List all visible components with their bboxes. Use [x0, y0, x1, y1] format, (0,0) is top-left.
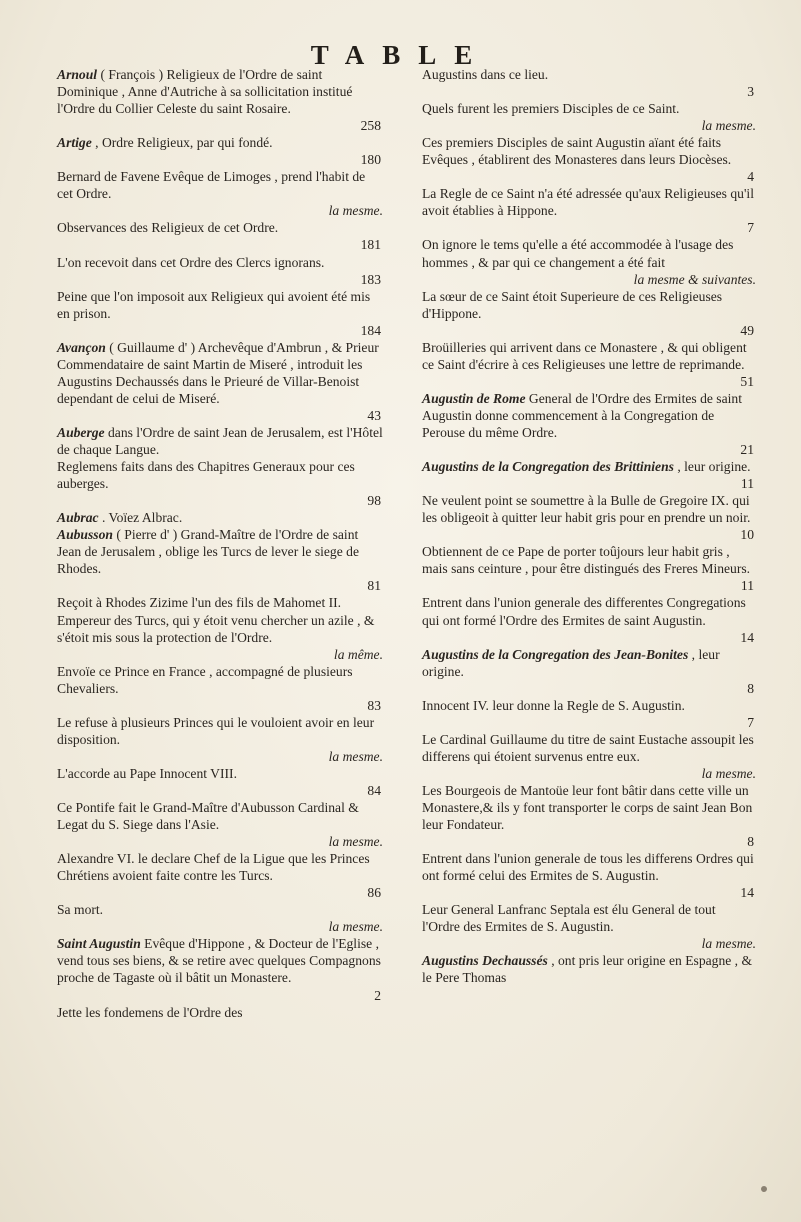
entry-body [422, 100, 756, 117]
entry-page-number: 14 [740, 885, 754, 901]
entry-body [422, 458, 756, 475]
entry-body [422, 646, 756, 680]
entry-text: General de l'Ordre des Ermites de saint Augustin donne commencement à la Congregation de Perouse du même Ordre. [422, 390, 742, 440]
entry-headword: Avançon [57, 339, 106, 355]
entry-text: Entrent dans l'union generale des differentes Congregations qui ont formé l'Ordre des Ermites de saint Augustin. [422, 595, 746, 628]
index-entry [422, 697, 756, 731]
entry-page-number: 181 [360, 237, 381, 253]
entry-text: Peine que l'on imposoit aux Religieux qui avoient été mis en prison. [57, 288, 371, 321]
entry-body [422, 901, 756, 935]
index-entry [422, 901, 756, 952]
entry-cross-reference: la mesme. [701, 118, 756, 134]
entry-text: ( François ) Religieux de l'Ordre de saint Dominique , Anne d'Autriche à sa sollicitation institué l'Ordre du Collier Celeste du saint Rosaire. [57, 67, 353, 117]
entry-page-number: 184 [360, 322, 381, 338]
index-entry [422, 134, 756, 185]
entry-text: Ce Pontife fait le Grand-Maître d'Aubusson Cardinal & Legat du S. Siege dans l'Asie. [57, 800, 359, 833]
entry-page-number: 84 [367, 782, 381, 798]
entry-text: Ne veulent point se soumettre à la Bulle de Gregoire IX. qui les obligeoit à quitter leur habit gris pour en prendre un noir. [422, 493, 751, 526]
entry-headword: Arnoul [57, 67, 98, 82]
entry-body [422, 594, 756, 628]
entry-page-number: 51 [740, 373, 754, 389]
entry-body [57, 765, 383, 782]
entry-text: . Voïez Albrac. [101, 510, 183, 526]
index-entry [57, 66, 383, 134]
entry-cross-reference: la mesme. [328, 919, 383, 935]
entry-body [422, 782, 756, 833]
index-entry [57, 663, 383, 714]
index-entry [422, 782, 756, 850]
index-entry [422, 646, 756, 697]
entry-headword: Augustin de Rome [422, 390, 526, 406]
entry-page-number: 258 [360, 118, 381, 134]
entry-text: Sa mort. [57, 902, 104, 918]
index-entry [57, 509, 383, 526]
entry-headword: Aubusson [57, 527, 113, 543]
entry-text: Augustins dans ce lieu. [422, 67, 549, 82]
index-entry [57, 168, 383, 219]
index-entry [422, 952, 756, 986]
entry-page-number: 11 [740, 578, 754, 594]
entry-body [422, 952, 756, 986]
index-entry [57, 901, 383, 935]
entry-headword: Augustins de la Congregation des Brittiniens [422, 459, 674, 475]
index-entry [422, 288, 756, 339]
entry-page-number: 8 [747, 680, 754, 696]
entry-body [57, 935, 383, 986]
entry-page-number: 7 [747, 220, 754, 236]
index-entry [422, 339, 756, 390]
entry-body [422, 390, 756, 441]
entry-body [57, 134, 383, 151]
index-entry [422, 185, 756, 236]
index-entry [57, 765, 383, 799]
entry-body [422, 66, 756, 83]
entry-cross-reference: la mesme & suivantes. [633, 271, 756, 287]
entry-page-number: 3 [747, 84, 754, 100]
entry-page-number: 81 [367, 578, 381, 594]
entry-headword: Auberge [57, 424, 105, 440]
entry-text: Entrent dans l'union generale de tous les differens Ordres qui ont formé celui des Ermites de S. Augustin. [422, 851, 754, 884]
running-head: TABLE [310, 40, 491, 70]
entry-body [57, 254, 383, 271]
entry-cross-reference: la mesme. [701, 936, 756, 952]
entry-page-number: 10 [740, 527, 754, 543]
right-column [422, 66, 756, 987]
entry-body [422, 492, 756, 526]
index-entry [57, 714, 383, 765]
entry-body [57, 219, 383, 236]
entry-text: On ignore le tems qu'elle a été accommodée à l'usage des hommes , & par qui ce changement a été fait [422, 237, 734, 270]
index-entry [57, 458, 383, 509]
entry-page-number: 11 [740, 476, 754, 492]
entry-body [57, 714, 383, 748]
entry-body [422, 850, 756, 884]
entry-cross-reference: la mesme. [328, 834, 383, 850]
entry-page-number: 2 [374, 987, 381, 1003]
index-entry [57, 424, 383, 458]
entry-text: , Ordre Religieux, par qui fondé. [95, 135, 273, 151]
entry-page-number: 83 [367, 697, 381, 713]
entry-text: La sœur de ce Saint étoit Superieure de ces Religieuses d'Hippone. [422, 288, 723, 321]
index-entry [57, 1004, 383, 1021]
entry-body [422, 543, 756, 577]
entry-headword: Saint Augustin [57, 936, 141, 952]
index-entry [422, 850, 756, 901]
entry-body [422, 288, 756, 322]
entry-text: ( Guillaume d' ) Archevêque d'Ambrun , & Prieur Commendataire de saint Martin de Miseré , introduit les Augustins Dechaussés dans le Prieuré de Villar-Benoist dependant de celui de Miseré. [57, 339, 379, 406]
index-entry [422, 66, 756, 100]
entry-page-number: 7 [747, 714, 754, 730]
entry-headword: Augustins Dechaussés [422, 953, 548, 969]
entry-page-number: 49 [740, 322, 754, 338]
entry-body [57, 168, 383, 202]
entry-body [57, 850, 383, 884]
entry-body [57, 458, 383, 492]
entry-text: Leur General Lanfranc Septala est élu General de tout l'Ordre des Ermites de S. Augustin. [422, 902, 716, 935]
entry-headword: Augustins de la Congregation des Jean-Bonites [422, 646, 689, 662]
entry-cross-reference: la mesme. [701, 765, 756, 781]
entry-page-number: 4 [747, 169, 754, 185]
entry-body [422, 236, 756, 270]
index-entry [57, 219, 383, 253]
entry-body [422, 697, 756, 714]
entry-headword: Aubrac [57, 510, 99, 526]
entry-text: L'accorde au Pape Innocent VIII. [57, 765, 237, 781]
entry-text: Jette les fondemens de l'Ordre des [57, 1004, 243, 1020]
index-entry [57, 799, 383, 850]
entry-body [57, 424, 383, 458]
ink-stain [761, 1186, 767, 1192]
entry-text: Le refuse à plusieurs Princes qui le vouloient avoir en leur disposition. [57, 714, 375, 747]
entry-headword: Artige [57, 135, 92, 151]
entry-text: Le Cardinal Guillaume du titre de saint Eustache assoupit les differens qui étoient survenus entre eux. [422, 731, 754, 764]
entry-text: Obtiennent de ce Pape de porter toûjours leur habit gris , mais sans ceinture , pour être distingués des Freres Mineurs. [422, 544, 751, 577]
entry-body [422, 134, 756, 168]
index-entry [57, 526, 383, 594]
index-entry [57, 254, 383, 288]
index-entry [57, 850, 383, 901]
entry-text: , leur origine. [677, 459, 751, 475]
entry-text: Ces premiers Disciples de saint Augustin aïant été faits Evêques , établirent des Monasteres dans leurs Diocèses. [422, 135, 732, 168]
entry-body [57, 66, 383, 117]
index-entry [422, 543, 756, 594]
entry-text: Les Bourgeois de Mantoüe leur font bâtir dans cette ville un Monastere,& ils y font transporter le corps de saint Jean Bon leur Fondateur. [422, 782, 753, 833]
entry-page-number: 98 [367, 493, 381, 509]
entry-text: Observances des Religieux de cet Ordre. [57, 220, 279, 236]
index-entry [57, 288, 383, 339]
entry-body [57, 799, 383, 833]
entry-body [57, 288, 383, 322]
entry-cross-reference: la mesme. [328, 203, 383, 219]
index-entry [57, 935, 383, 1003]
entry-body [57, 663, 383, 697]
index-entry [422, 458, 756, 492]
entry-body [57, 339, 383, 407]
index-entry [57, 594, 383, 662]
entry-text: , leur origine. [422, 646, 720, 679]
entry-text: La Regle de ce Saint n'a été adressée qu'aux Religieuses qu'il avoit établies à Hippone. [422, 186, 754, 219]
entry-body [57, 594, 383, 645]
index-entry [422, 100, 756, 134]
index-entry [422, 492, 756, 543]
entry-cross-reference: la même. [333, 646, 383, 662]
entry-text: Quels furent les premiers Disciples de ce Saint. [422, 101, 680, 117]
entry-text: L'on recevoit dans cet Ordre des Clercs ignorans. [57, 254, 325, 270]
entry-body [422, 185, 756, 219]
entry-page-number: 183 [360, 271, 381, 287]
entry-page-number: 14 [740, 629, 754, 645]
left-column [57, 66, 383, 1021]
entry-body [57, 509, 383, 526]
entry-text: Bernard de Favene Evêque de Limoges , prend l'habit de cet Ordre. [57, 169, 366, 202]
index-entry [422, 731, 756, 782]
entry-text: , ont pris leur origine en Espagne , & le Pere Thomas [422, 953, 753, 986]
entry-text: Evêque d'Hippone , & Docteur de l'Eglise , vend tous ses biens, & se retire avec quelques Compagnons proche de Tagaste où il bâtit un Monastere. [57, 936, 381, 986]
entry-page-number: 8 [747, 834, 754, 850]
entry-page-number: 21 [740, 442, 754, 458]
index-entry [422, 390, 756, 458]
entry-text: Reglemens faits dans des Chapitres Generaux pour ces auberges. [57, 459, 355, 492]
entry-page-number: 43 [367, 407, 381, 423]
entry-text: dans l'Ordre de saint Jean de Jerusalem, est l'Hôtel de chaque Langue. [57, 424, 383, 458]
entry-page-number: 86 [367, 885, 381, 901]
entry-text: Reçoit à Rhodes Zizime l'un des fils de Mahomet II. Empereur des Turcs, qui y étoit venu chercher un azile , & s'étoit mis sous la protection de l'Ordre. [57, 595, 375, 645]
index-entry [57, 134, 383, 168]
entry-text: ( Pierre d' ) Grand-Maître de l'Ordre de saint Jean de Jerusalem , oblige les Turcs de lever le siege de Rhodes. [57, 527, 359, 577]
entry-text: Innocent IV. leur donne la Regle de S. Augustin. [422, 697, 685, 713]
entry-body [57, 526, 383, 577]
index-entry [57, 339, 383, 424]
index-entry [422, 594, 756, 645]
entry-text: Broüilleries qui arrivent dans ce Monastere , & qui obligent ce Saint d'écrire à ces Religieuses une lettre de reprimande. [422, 339, 747, 372]
entry-body [57, 1004, 383, 1021]
entry-text: Alexandre VI. le declare Chef de la Ligue que les Princes Chrétiens avoient faite contre les Turcs. [57, 851, 370, 884]
entry-page-number: 180 [360, 152, 381, 168]
entry-body [57, 901, 383, 918]
entry-cross-reference: la mesme. [328, 748, 383, 764]
entry-body [422, 731, 756, 765]
index-entry [422, 236, 756, 287]
entry-body [422, 339, 756, 373]
entry-text: Envoïe ce Prince en France , accompagné de plusieurs Chevaliers. [57, 663, 353, 696]
